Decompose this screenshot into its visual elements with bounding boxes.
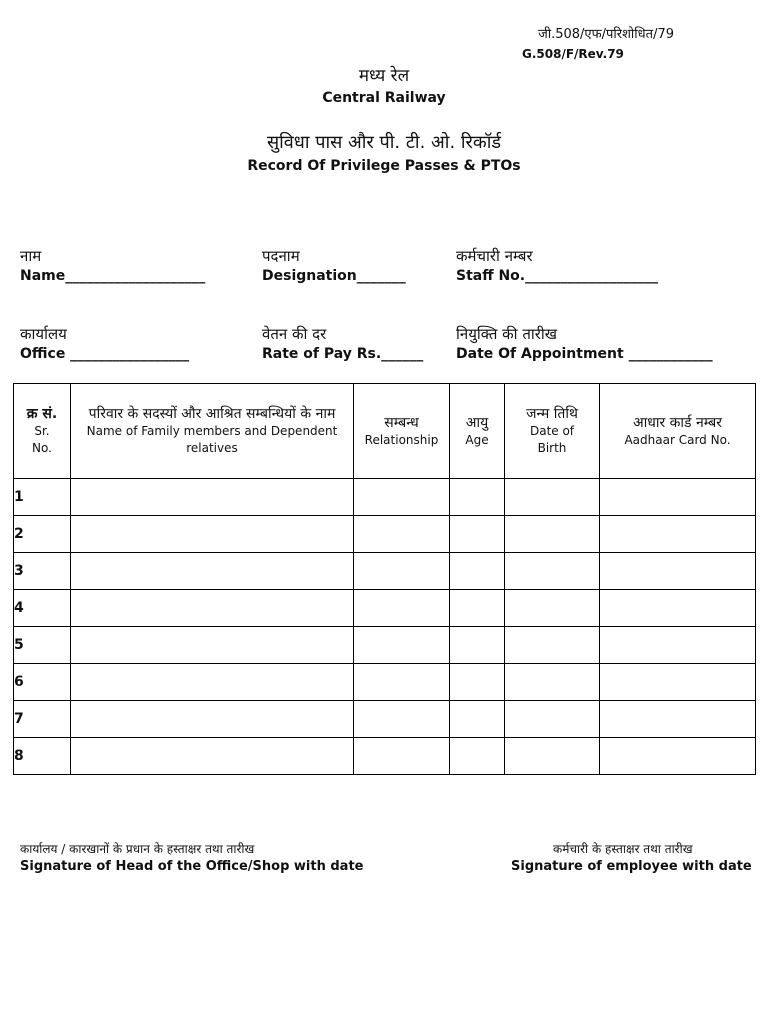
relationship-cell[interactable]: [354, 738, 450, 775]
col-header-label: Sr. No.: [32, 424, 52, 455]
relationship-cell[interactable]: [354, 516, 450, 553]
name-cell[interactable]: [71, 553, 354, 590]
head-signature-label: Signature of Head of the Office/Shop with date: [20, 859, 364, 874]
age-cell[interactable]: [450, 590, 505, 627]
aadhaar-cell[interactable]: [600, 701, 756, 738]
organization-name: Central Railway: [322, 90, 446, 106]
col-header-hindi: क्र सं.: [26, 406, 58, 422]
age-cell[interactable]: [450, 701, 505, 738]
sr-no-cell: 1: [14, 479, 71, 516]
office-field[interactable]: Office _________________: [20, 346, 190, 362]
col-header-label: Name of Family members and Dependent relatives: [86, 424, 338, 455]
aadhaar-cell[interactable]: [600, 627, 756, 664]
sr-no-cell: 6: [14, 664, 71, 701]
aadhaar-cell[interactable]: [600, 590, 756, 627]
employee-signature-label-hindi: कर्मचारी के हस्ताक्षर तथा तारीख: [553, 842, 693, 856]
dob-cell[interactable]: [505, 664, 600, 701]
col-header-hindi: परिवार के सदस्यों और आश्रित सम्बन्धियों के नाम: [88, 406, 336, 422]
col-header-relationship: [354, 384, 450, 479]
organization-hindi: मध्य रेल: [358, 66, 410, 86]
designation-label-hindi: पदनाम: [262, 247, 300, 265]
staff-no-field[interactable]: Staff No.___________________: [456, 268, 659, 284]
col-header-aadhaar: [600, 384, 756, 479]
appointment-date-field[interactable]: Date Of Appointment ____________: [456, 346, 713, 362]
rate-of-pay-field[interactable]: Rate of Pay Rs.______: [262, 346, 424, 362]
col-header-hindi: सम्बन्ध: [384, 414, 419, 431]
family-members-table: [13, 383, 756, 775]
sr-no-cell: 5: [14, 627, 71, 664]
dob-cell[interactable]: [505, 516, 600, 553]
table-header-row: [14, 384, 756, 479]
designation-field[interactable]: Designation_______: [262, 268, 406, 284]
form-number-hindi: जी.508/एफ/परिशोधित/79: [538, 27, 674, 42]
relationship-cell[interactable]: [354, 590, 450, 627]
table-row: [14, 627, 756, 664]
sr-no-cell: 4: [14, 590, 71, 627]
rate-of-pay-label-hindi: वेतन की दर: [262, 325, 327, 343]
age-cell[interactable]: [450, 738, 505, 775]
form-title-hindi: सुविधा पास और पी. टी. ओ. रिकॉर्ड: [266, 132, 502, 153]
col-header-name: [71, 384, 354, 479]
dob-cell[interactable]: [505, 701, 600, 738]
col-header-sr-no: [14, 384, 71, 479]
age-cell[interactable]: [450, 553, 505, 590]
table-row: [14, 701, 756, 738]
age-cell[interactable]: [450, 664, 505, 701]
aadhaar-cell[interactable]: [600, 516, 756, 553]
staff-no-label-hindi: कर्मचारी नम्बर: [456, 247, 533, 265]
sr-no-cell: 7: [14, 701, 71, 738]
relationship-cell[interactable]: [354, 664, 450, 701]
dob-cell[interactable]: [505, 738, 600, 775]
age-cell[interactable]: [450, 479, 505, 516]
name-cell[interactable]: [71, 590, 354, 627]
name-cell[interactable]: [71, 664, 354, 701]
age-cell[interactable]: [450, 516, 505, 553]
head-signature-label-hindi: कार्यालय / कारखानों के प्रधान के हस्ताक्षर तथा तारीख: [20, 842, 255, 856]
name-cell[interactable]: [71, 516, 354, 553]
aadhaar-cell[interactable]: [600, 479, 756, 516]
sr-no-cell: 3: [14, 553, 71, 590]
aadhaar-cell[interactable]: [600, 664, 756, 701]
sr-no-cell: 2: [14, 516, 71, 553]
relationship-cell[interactable]: [354, 553, 450, 590]
sr-no-cell: 8: [14, 738, 71, 775]
aadhaar-cell[interactable]: [600, 738, 756, 775]
dob-cell[interactable]: [505, 553, 600, 590]
name-field[interactable]: Name____________________: [20, 268, 206, 284]
table-row: [14, 664, 756, 701]
col-header-label: Relationship: [364, 432, 439, 447]
col-header-label: Aadhaar Card No.: [624, 432, 731, 447]
office-label-hindi: कार्यालय: [20, 325, 67, 343]
table-row: [14, 479, 756, 516]
table-row: [14, 738, 756, 775]
employee-signature-label: Signature of employee with date: [511, 859, 752, 874]
name-label-hindi: नाम: [20, 247, 42, 265]
dob-cell[interactable]: [505, 479, 600, 516]
table-row: [14, 590, 756, 627]
col-header-hindi: आयु: [465, 414, 489, 431]
dob-cell[interactable]: [505, 627, 600, 664]
form-title: Record Of Privilege Passes & PTOs: [247, 158, 521, 174]
age-cell[interactable]: [450, 627, 505, 664]
table-row: [14, 516, 756, 553]
table-row: [14, 553, 756, 590]
name-cell[interactable]: [71, 479, 354, 516]
aadhaar-cell[interactable]: [600, 553, 756, 590]
dob-cell[interactable]: [505, 590, 600, 627]
relationship-cell[interactable]: [354, 701, 450, 738]
col-header-label: Age: [465, 432, 489, 447]
relationship-cell[interactable]: [354, 627, 450, 664]
col-header-age: [450, 384, 505, 479]
name-cell[interactable]: [71, 738, 354, 775]
appointment-date-label-hindi: नियुक्ति की तारीख: [456, 325, 558, 343]
name-cell[interactable]: [71, 701, 354, 738]
form-number: G.508/F/Rev.79: [522, 47, 624, 61]
name-cell[interactable]: [71, 627, 354, 664]
col-header-label: Date of Birth: [529, 424, 575, 455]
relationship-cell[interactable]: [354, 479, 450, 516]
col-header-hindi: जन्म तिथि: [526, 406, 578, 422]
col-header-dob: [505, 384, 600, 479]
col-header-hindi: आधार कार्ड नम्बर: [632, 414, 723, 431]
